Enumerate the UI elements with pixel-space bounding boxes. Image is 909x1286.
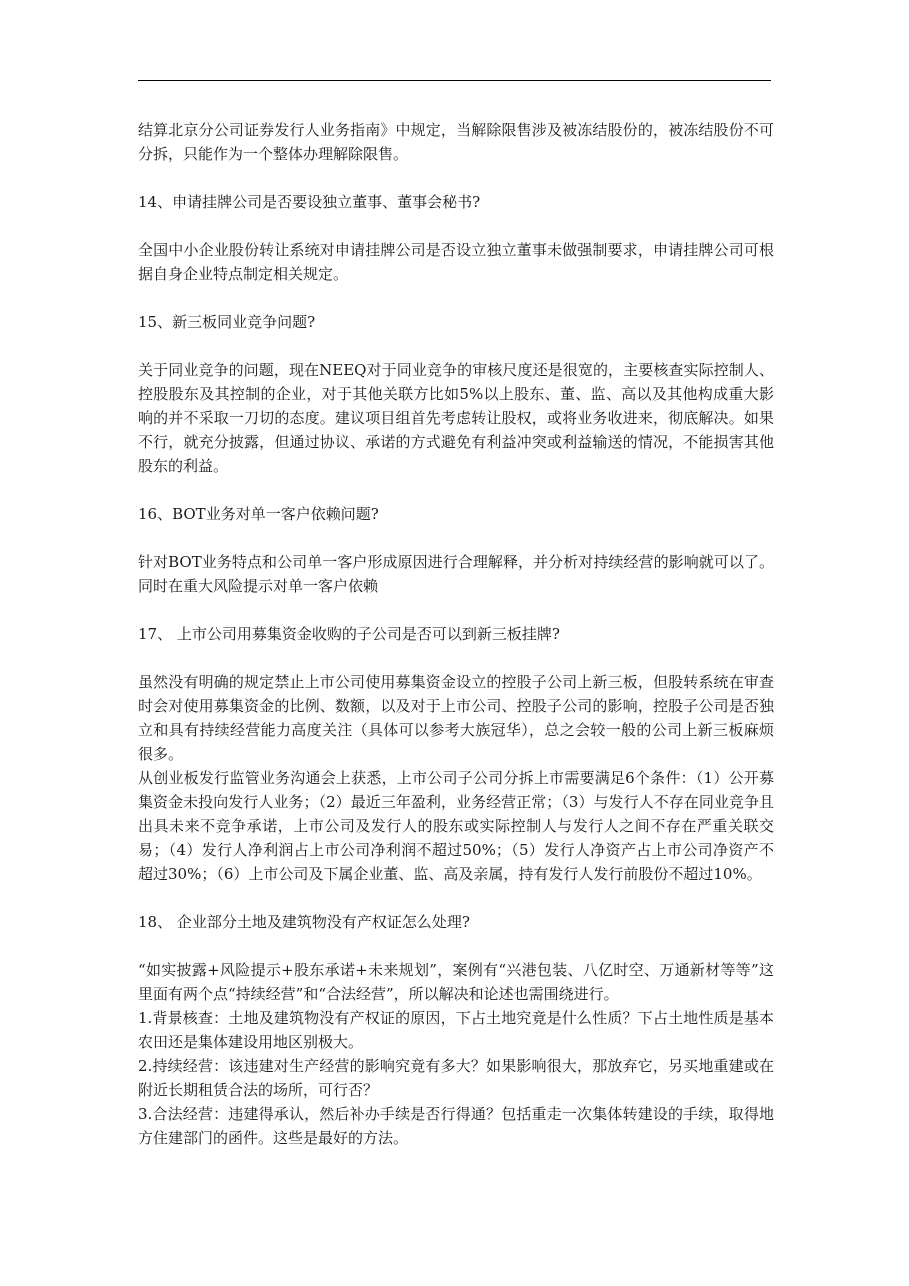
question-17-title: 17、 上市公司用募集资金收购的子公司是否可以到新三板挂牌? xyxy=(138,625,560,643)
question-14-answer: 全国中小企业股份转让系统对申请挂牌公司是否设立独立董事未做强制要求，申请挂牌公司可根据自身企业特点制定相关规定。 xyxy=(138,241,774,283)
question-17-answer-1: 虽然没有明确的规定禁止上市公司使用募集资金设立的控股子公司上新三板，但股转系统在审查时会对使用募集资金的比例、数额，以及对于上市公司、控股子公司的影响，控股子公司是否独立和具有持续经营能力高度关注（具体可以参考大族冠华），总之会较一般的公司上新三板麻烦很多。 xyxy=(138,673,774,763)
intro-paragraph: 结算北京分公司证券发行人业务指南》中规定，当解除限售涉及被冻结股份的，被冻结股份不可分拆，只能作为一个整体办理解除限售。 xyxy=(138,121,774,163)
question-18-title: 18、 企业部分土地及建筑物没有产权证怎么处理? xyxy=(138,913,470,931)
document-body xyxy=(138,118,774,1150)
question-15-title: 15、新三板同业竞争问题? xyxy=(138,313,316,331)
question-15-answer: 关于同业竞争的问题，现在NEEQ对于同业竞争的审核尺度还是很宽的，主要核查实际控制人、控股股东及其控制的企业，对于其他关联方比如5%以上股东、董、监、高以及其他构成重大影响的并不采取一刀切的态度。建议项目组首先考虑转让股权，或将业务收进来，彻底解决。如果不行，就充分披露，但通过协议、承诺的方式避免有利益冲突或利益输送的情况，不能损害其他股东的利益。 xyxy=(138,361,774,475)
question-16-title: 16、BOT业务对单一客户依赖问题? xyxy=(138,505,379,523)
header-rule xyxy=(138,80,771,81)
question-18-item-3: 3.合法经营：违建得承认，然后补办手续是否行得通？包括重走一次集体转建设的手续，取得地方住建部门的函件。这些是最好的方法。 xyxy=(138,1105,774,1147)
question-14-title: 14、申请挂牌公司是否要设独立董事、董事会秘书? xyxy=(138,193,481,211)
question-18-item-2: 2.持续经营：该违建对生产经营的影响究竟有多大？如果影响很大，那放弃它，另买地重建或在附近长期租赁合法的场所，可行否？ xyxy=(138,1057,774,1099)
question-18-answer-1: “如实披露+风险提示+股东承诺+未来规划”，案例有“兴港包装、八亿时空、万通新材等等”这里面有两个点“持续经营”和“合法经营”，所以解决和论述也需围绕进行。 xyxy=(138,961,774,1003)
question-17-answer-2: 从创业板发行监管业务沟通会上获悉，上市公司子公司分拆上市需要满足6个条件：（1）公开募集资金未投向发行人业务；（2）最近三年盈利，业务经营正常；（3）与发行人不存在同业竞争且出具未来不竞争承诺，上市公司及发行人的股东或实际控制人与发行人之间不存在严重关联交易；（4）发行人净利润占上市公司净利润不超过50%；（5）发行人净资产占上市公司净资产不超过30%；（6）上市公司及下属企业董、监、高及亲属，持有发行人发行前股份不超过10%。 xyxy=(138,769,774,883)
question-16-answer: 针对BOT业务特点和公司单一客户形成原因进行合理解释，并分析对持续经营的影响就可以了。同时在重大风险提示对单一客户依赖 xyxy=(138,553,774,595)
question-18-item-1: 1.背景核查：土地及建筑物没有产权证的原因，下占土地究竟是什么性质？下占土地性质是基本农田还是集体建设用地区别极大。 xyxy=(138,1009,774,1051)
